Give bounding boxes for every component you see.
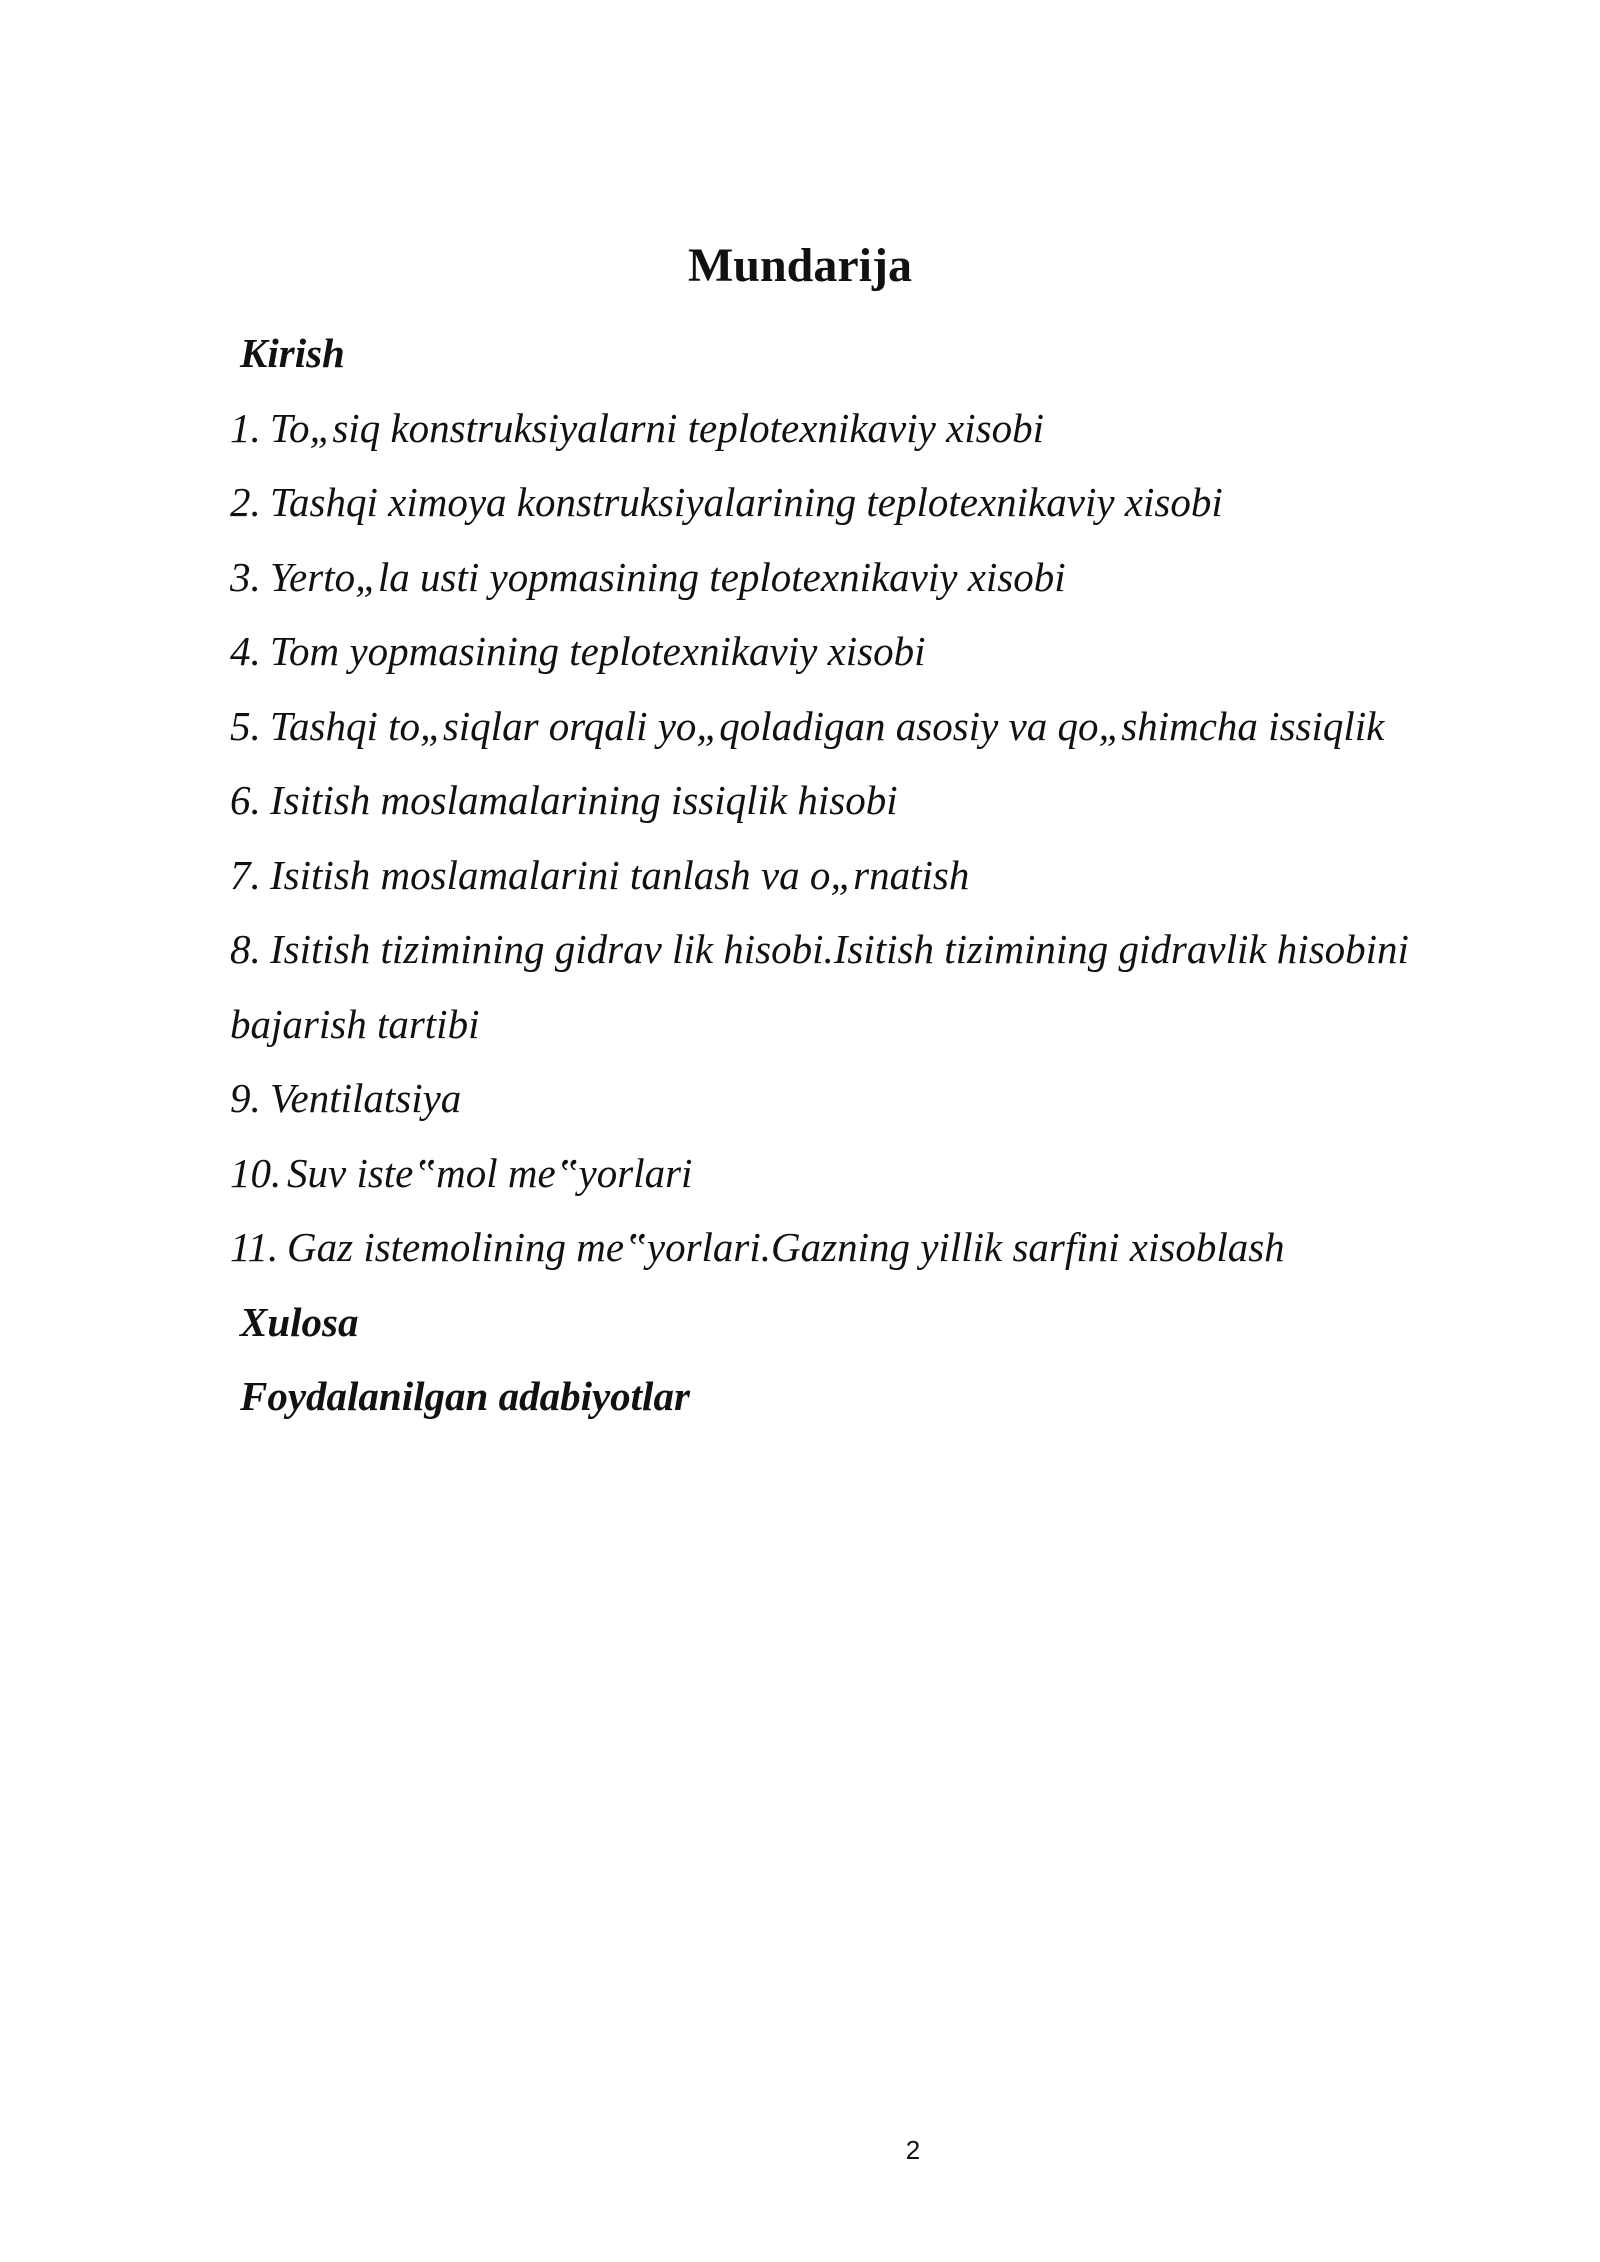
table-of-contents xyxy=(230,316,1490,1434)
toc-item-number: 5. xyxy=(230,702,261,749)
toc-item-text: To„siq konstruksiyalarni teplotexnikaviy xisobi xyxy=(270,404,1044,451)
toc-item-text: Tashqi ximoya konstruksiyalarining teplotexnikaviy xisobi xyxy=(270,479,1223,525)
toc-item-9 xyxy=(230,1061,1490,1136)
toc-item-8 xyxy=(230,912,1490,987)
toc-item-5 xyxy=(230,689,1490,764)
toc-item-text: Suv iste‟mol me‟yorlari xyxy=(287,1149,693,1196)
toc-item-text: Ventilatsiya xyxy=(270,1075,462,1121)
toc-item-number: 2. xyxy=(230,479,261,525)
page-number: 2 xyxy=(905,2135,921,2165)
toc-item-7 xyxy=(230,838,1490,913)
toc-item-number: 10. xyxy=(230,1149,282,1196)
toc-item-text: Isitish tizimining gidrav lik hisobi.Isitish tizimining gidravlik hisobini xyxy=(270,926,1409,972)
toc-item-number: 1. xyxy=(230,404,261,451)
toc-item-6 xyxy=(230,763,1490,838)
toc-item-text: Yerto„la usti yopmasining teplotexnikaviy xisobi xyxy=(270,553,1066,600)
toc-item-text: Tom yopmasining teplotexnikaviy xisobi xyxy=(270,628,926,674)
toc-item-text: Gaz istemolining me‟yorlari.Gazning yillik sarfini xisoblash xyxy=(287,1224,1285,1270)
toc-item-11 xyxy=(230,1210,1490,1285)
toc-item-number: 3. xyxy=(230,553,261,600)
toc-item-text: Tashqi to„siqlar orqali yo„qoladigan asosiy va qo„shimcha issiqlik xyxy=(270,702,1385,749)
toc-item-number: 7. xyxy=(230,851,261,898)
toc-item-number: 11. xyxy=(230,1224,279,1270)
toc-intro: Kirish xyxy=(240,330,345,376)
toc-references: Foydalanilgan adabiyotlar xyxy=(240,1373,690,1419)
page-title: Mundarija xyxy=(687,239,912,292)
toc-item-8-continuation: bajarish tartibi xyxy=(230,1000,480,1047)
toc-item-3 xyxy=(230,540,1490,615)
toc-item-4 xyxy=(230,614,1490,689)
toc-item-number: 6. xyxy=(230,777,261,823)
toc-item-10 xyxy=(230,1136,1490,1211)
toc-item-text: Isitish moslamalarining issiqlik hisobi xyxy=(270,777,898,823)
toc-item-1 xyxy=(230,391,1490,466)
toc-conclusion: Xulosa xyxy=(240,1298,359,1345)
toc-item-number: 8. xyxy=(230,926,261,972)
toc-item-2 xyxy=(230,465,1490,540)
toc-item-text: Isitish moslamalarini tanlash va o„rnatish xyxy=(270,851,970,898)
toc-item-number: 9. xyxy=(230,1075,261,1121)
toc-item-number: 4. xyxy=(230,628,261,674)
